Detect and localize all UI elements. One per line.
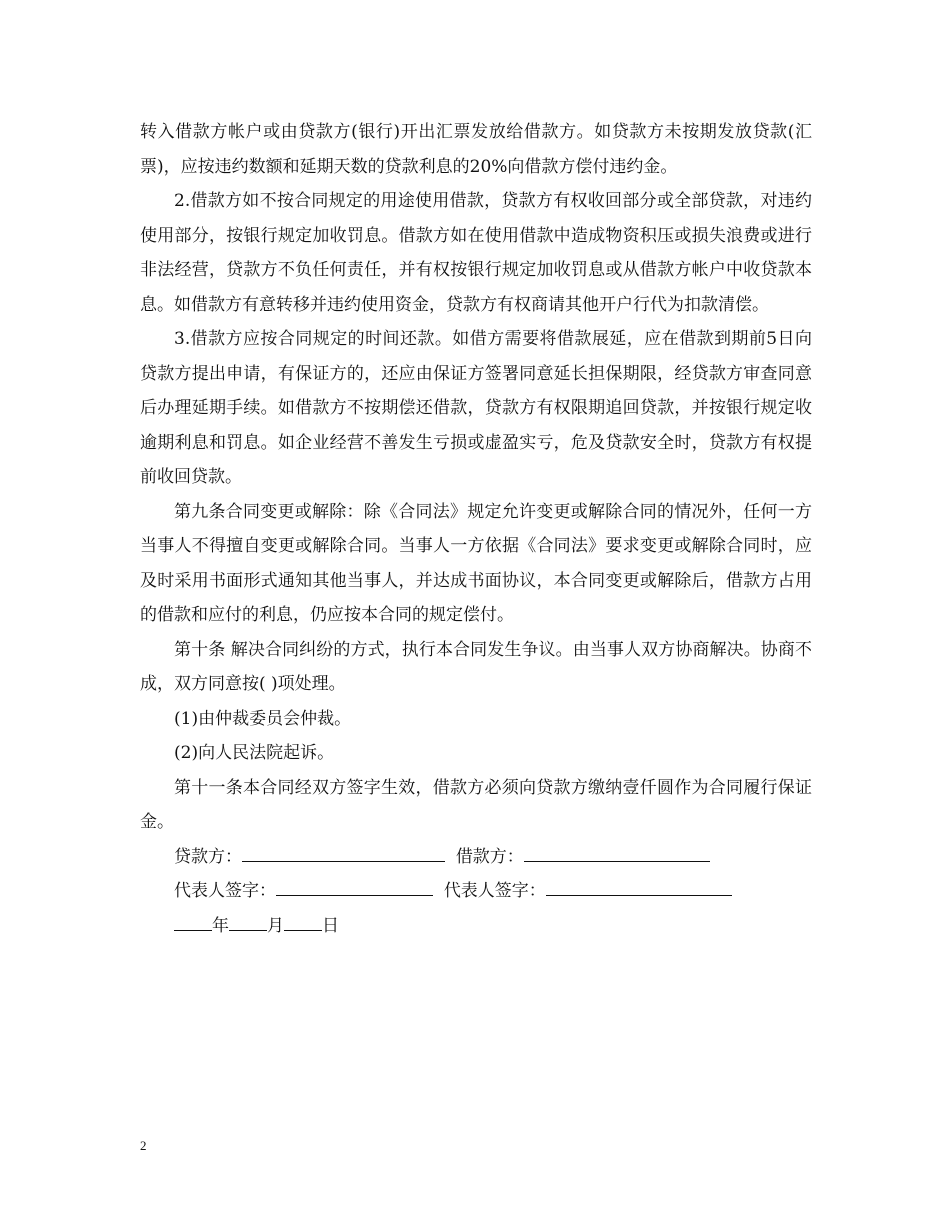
day-blank bbox=[284, 910, 322, 931]
signature-row-date bbox=[140, 909, 812, 944]
lender-label: 贷款方： bbox=[174, 846, 242, 867]
paragraph-clause-2: 2.借款方如不按合同规定的用途使用借款，贷款方有权收回部分或全部贷款，对违约使用部分，按银行规定加收罚息。借款方如在使用借款中造成物资积压或损失浪费或进行非法经营，贷款方不负任何责任，并有权按银行规定加收罚息或从借款方帐户中收贷款本息。如借款方有意转移并违约使用资金，贷款方有权商请其他开户行代为扣款清偿。 bbox=[140, 191, 812, 315]
year-blank bbox=[174, 910, 212, 931]
page-number: 2 bbox=[140, 1138, 147, 1153]
month-blank bbox=[229, 910, 267, 931]
signature-row-parties bbox=[140, 840, 812, 875]
paragraph-article-11: 第十一条本合同经双方签字生效，借款方必须向贷款方缴纳壹仟圆作为合同履行保证金。 bbox=[140, 777, 812, 832]
borrower-rep-signature-blank bbox=[546, 875, 732, 896]
paragraph-clause-3: 3.借款方应按合同规定的时间还款。如借方需要将借款展延，应在借款到期前5日向贷款方提出申请，有保证方的，还应由保证方签署同意延长担保期限，经贷款方审查同意后办理延期手续。如借款方不按期偿还借款，贷款方有权限期追回贷款，并按银行规定收逾期利息和罚息。如企业经营不善发生亏损或虚盈实亏，危及贷款安全时，贷款方有权提前收回贷款。 bbox=[140, 329, 812, 487]
paragraph-article-9: 第九条合同变更或解除：除《合同法》规定允许变更或解除合同的情况外，任何一方当事人不得擅自变更或解除合同。当事人一方依据《合同法》要求变更或解除合同时，应及时采用书面形式通知其他当事人，并达成书面协议，本合同变更或解除后，借款方占用的借款和应付的利息，仍应按本合同的规定偿付。 bbox=[140, 501, 812, 625]
option-arbitration: (1)由仲裁委员会仲裁。 bbox=[174, 708, 352, 729]
document-body bbox=[140, 115, 812, 943]
signature-row-representatives bbox=[140, 874, 812, 909]
paragraph-loan-disbursement: 转入借款方帐户或由贷款方(银行)开出汇票发放给借款方。如贷款方未按期发放贷款(汇票)，应按违约数额和延期天数的贷款利息的20%向借款方偿付违约金。 bbox=[140, 122, 812, 177]
lender-signature-blank bbox=[242, 841, 445, 862]
borrower-rep-label: 代表人签字： bbox=[443, 881, 546, 901]
borrower-label: 借款方： bbox=[455, 846, 524, 867]
option-court: (2)向人民法院起诉。 bbox=[174, 743, 335, 763]
year-label: 年 bbox=[212, 915, 229, 936]
day-label: 日 bbox=[322, 915, 339, 936]
month-label: 月 bbox=[267, 915, 284, 936]
lender-rep-label: 代表人签字： bbox=[174, 881, 276, 901]
lender-rep-signature-blank bbox=[276, 875, 433, 896]
paragraph-article-10: 第十条 解决合同纠纷的方式，执行本合同发生争议。由当事人双方协商解决。协商不成，双方同意按( )项处理。 bbox=[140, 639, 812, 694]
borrower-signature-blank bbox=[524, 841, 710, 862]
